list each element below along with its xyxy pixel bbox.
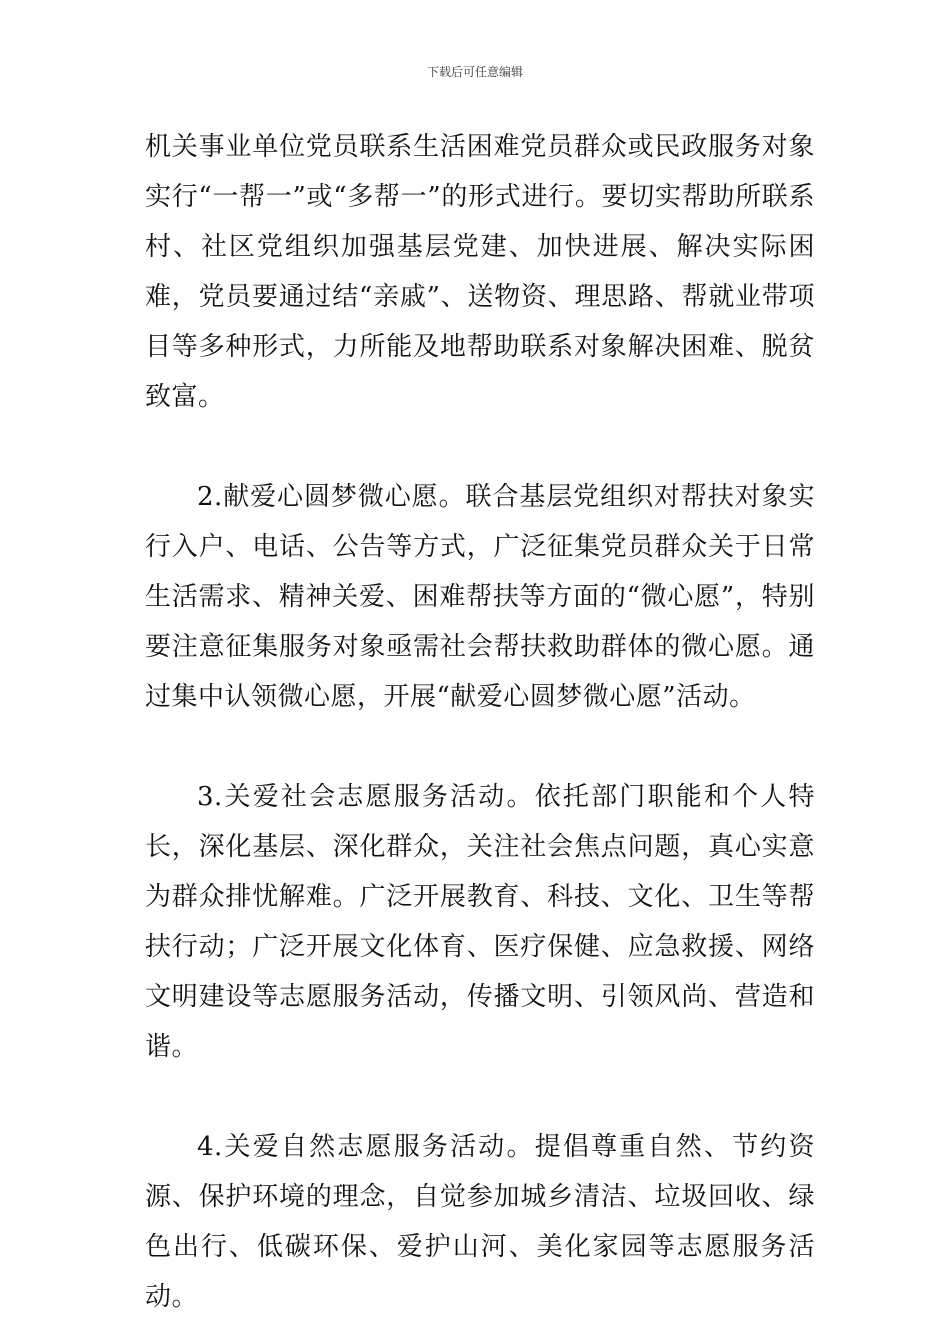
paragraph-1: 机关事业单位党员联系生活困难党员群众或民政服务对象实行“一帮一”或“多帮一”的形式进行。要切实帮助所联系村、社区党组织加强基层党建、加快进展、解决实际困难，党员要通过结“亲戚”、送物资、理思路、帮就业带项目等多种形式，力所能及地帮助联系对象解决困难、脱贫致富。 [145,132,815,412]
document-body [145,122,815,1322]
paragraph-3: 3.关爱社会志愿服务活动。依托部门职能和个人特长，深化基层、深化群众，关注社会焦点问题，真心实意为群众排忧解难。广泛开展教育、科技、文化、卫生等帮扶行动；广泛开展文化体育、医疗保健、应急救援、网络文明建设等志愿服务活动，传播文明、引领风尚、营造和谐。 [145,782,815,1062]
page-header-note: 下载后可任意编辑 [426,65,523,79]
paragraph-gap [145,422,815,472]
paragraph-gap [145,1072,815,1122]
paragraph-2: 2.献爱心圆梦微心愿。联合基层党组织对帮扶对象实行入户、电话、公告等方式，广泛征集党员群众关于日常生活需求、精神关爱、困难帮扶等方面的“微心愿”，特别要注意征集服务对象亟需社会帮扶救助群体的微心愿。通过集中认领微心愿，开展“献爱心圆梦微心愿”活动。 [145,482,815,712]
paragraph-4: 4.关爱自然志愿服务活动。提倡尊重自然、节约资源、保护环境的理念，自觉参加城乡清洁、垃圾回收、绿色出行、低碳环保、爱护山河、美化家园等志愿服务活动。 [145,1132,815,1312]
paragraph-gap [145,722,815,772]
